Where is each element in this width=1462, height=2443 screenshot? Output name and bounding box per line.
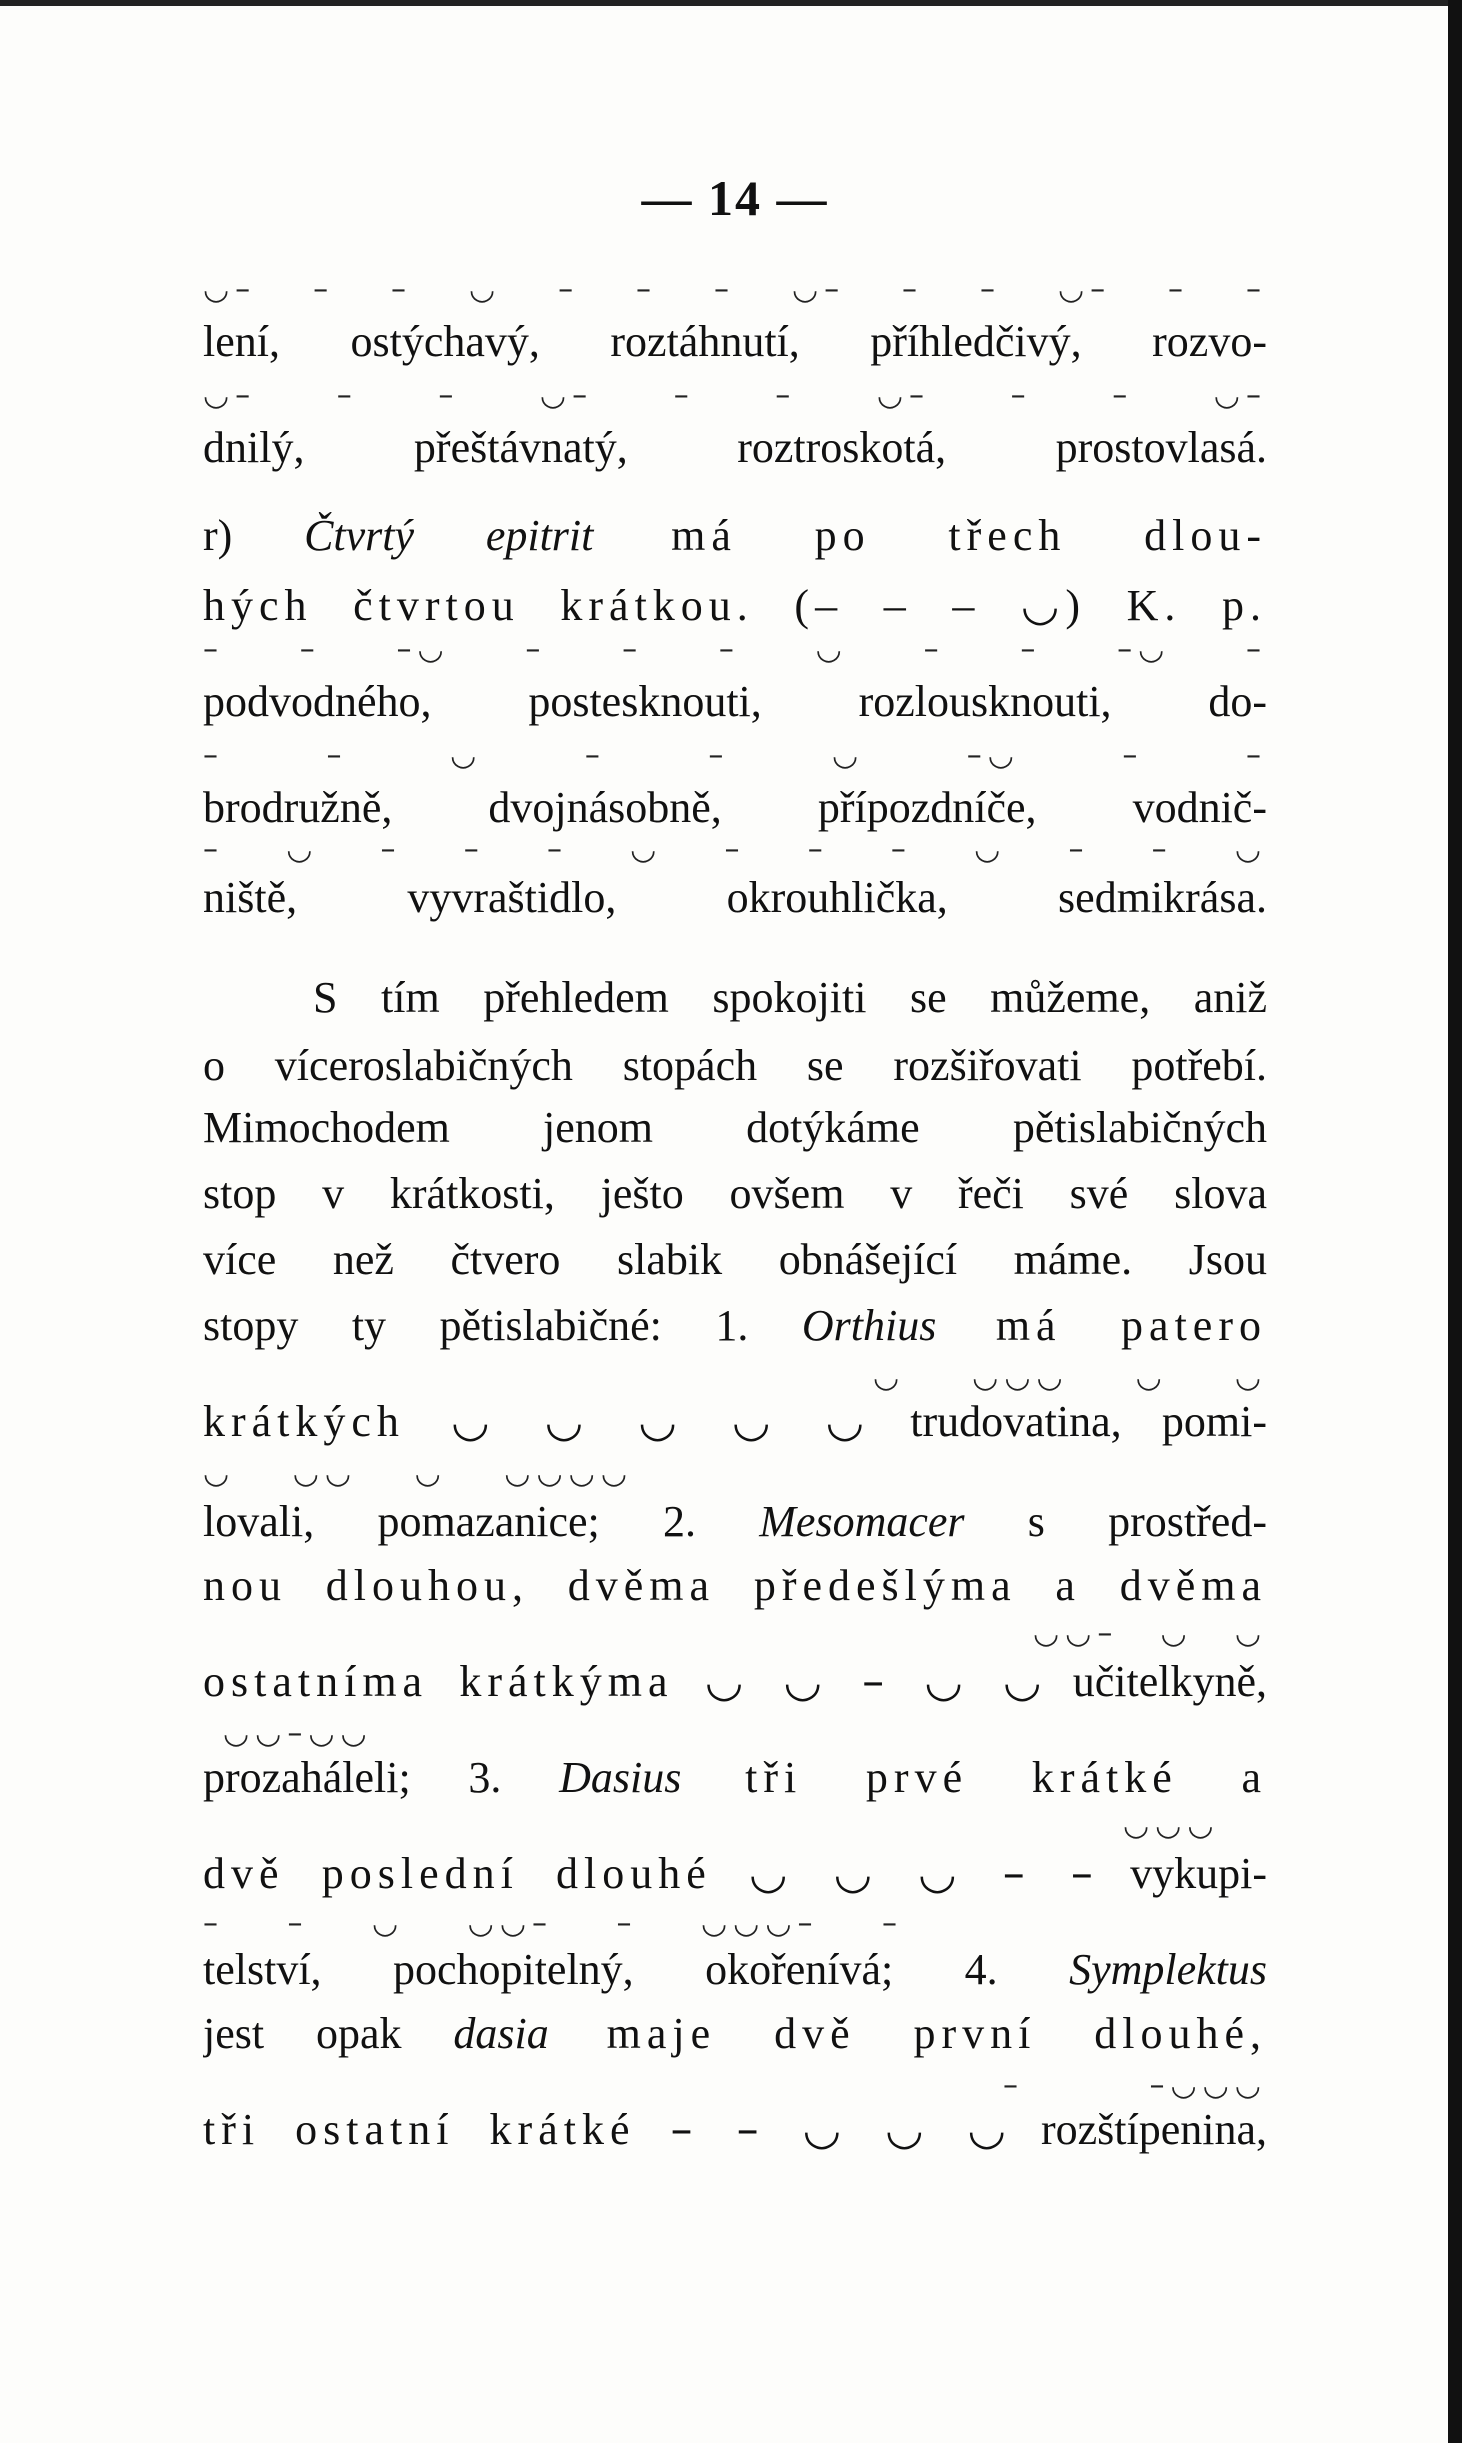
text-line bbox=[203, 2008, 1267, 2061]
text-run: stopy ty pětislabičné: 1. bbox=[203, 1301, 802, 1350]
meter-marks: ◡ ◡ ◡ – – bbox=[748, 1848, 1099, 1899]
text-run: má po třech dlou- bbox=[593, 511, 1267, 560]
term-italic: Mesomacer bbox=[759, 1497, 965, 1546]
text-line: více než čtvero slabik obnášející máme. Jsou bbox=[203, 1235, 1267, 1284]
meter-marks: ◡– – – ◡– – – ◡– – – ◡– bbox=[203, 378, 1267, 413]
meter-marks: – ◡ – – – ◡ – – – ◡ – – ◡ bbox=[203, 832, 1267, 867]
text-line bbox=[203, 1496, 1267, 1549]
text-line: hých čtvrtou krátkou. (– – – ◡) K. p. bbox=[203, 581, 1267, 630]
meter-marks: – – ◡ ◡ ◡ bbox=[670, 2104, 1012, 2155]
text-line: podvodného, postesknouti, rozlousknouti, do- bbox=[203, 677, 1267, 726]
text-line bbox=[203, 1396, 1267, 1449]
text-line bbox=[203, 1300, 1267, 1353]
meter-marks: – – ◡ ◡◡– – ◡◡◡– – bbox=[203, 1906, 903, 1941]
text-run: jest opak bbox=[203, 2009, 454, 2058]
text-run: lovali, pomazanice; 2. bbox=[203, 1497, 760, 1546]
meter-marks: ◡ ◡◡ ◡ ◡◡◡◡ bbox=[203, 1456, 633, 1491]
text-run: dvě poslední dlouhé bbox=[203, 1849, 749, 1898]
term-italic: Orthius bbox=[801, 1301, 937, 1350]
meter-marks: ◡◡◡ bbox=[1123, 1808, 1220, 1843]
text-run: prozaháleli; 3. bbox=[203, 1753, 560, 1802]
text-line: lení, ostýchavý, roztáhnutí, příhledčivý, rozvo- bbox=[203, 317, 1267, 366]
text-line bbox=[203, 1944, 1267, 1997]
text-line bbox=[203, 2104, 1267, 2157]
text-run: maje dvě první dlouhé, bbox=[548, 2009, 1267, 2058]
text-line bbox=[203, 510, 1267, 563]
text-run: ostatníma krátkýma bbox=[203, 1657, 705, 1706]
text-run: r) bbox=[203, 511, 305, 560]
meter-marks: – –◡◡◡ bbox=[1003, 2068, 1267, 2103]
text-run: telství, pochopitelný, okořenívá; 4. bbox=[203, 1945, 1070, 1994]
term-italic: Čtvrtý epitrit bbox=[304, 511, 594, 560]
meter-marks: – – ◡ – – ◡ –◡ – – bbox=[203, 738, 1267, 773]
meter-marks: ◡– – – ◡ – – – ◡– – – ◡– – – bbox=[203, 272, 1267, 307]
meter-marks: – – –◡ – – – ◡ – – –◡ – bbox=[203, 632, 1267, 667]
text-line bbox=[203, 1656, 1267, 1709]
text-line: o víceroslabičných stopách se rozšiřovati potřebí. bbox=[203, 1041, 1267, 1090]
text-line: niště, vyvraštidlo, okrouhlička, sedmikrása. bbox=[203, 873, 1267, 922]
text-line: stop v krátkosti, ješto ovšem v řeči své slova bbox=[203, 1169, 1267, 1218]
scan-edge-top bbox=[0, 0, 1462, 6]
term-italic: Symplektus bbox=[1069, 1945, 1267, 1994]
term-italic: Dasius bbox=[559, 1753, 682, 1802]
text-run: s prostřed- bbox=[964, 1497, 1267, 1546]
text-run: učitelkyně, bbox=[1047, 1657, 1267, 1706]
meter-marks: ◡ ◡ ◡ ◡ ◡ bbox=[451, 1396, 871, 1447]
text-line: brodružně, dvojnásobně, přípozdníče, vodnič- bbox=[203, 783, 1267, 832]
text-run: tři prvé krátké a bbox=[681, 1753, 1267, 1802]
scan-edge-right bbox=[1448, 0, 1462, 2443]
text-line: S tím přehledem spokojiti se můžeme, aniž bbox=[313, 973, 1267, 1022]
meter-marks: ◡◡– ◡ ◡ bbox=[1033, 1616, 1267, 1651]
text-line bbox=[203, 1752, 1267, 1805]
text-run: rozštípenina, bbox=[1011, 2105, 1267, 2154]
meter-marks: ◡◡–◡◡ bbox=[223, 1716, 373, 1751]
text-run: vykupi- bbox=[1098, 1849, 1267, 1898]
text-line: dnilý, přeštávnatý, roztroskotá, prostovlasá. bbox=[203, 423, 1267, 472]
meter-marks: ◡ ◡◡◡ ◡ ◡ bbox=[873, 1360, 1267, 1395]
meter-marks: ◡ ◡ – ◡ ◡ bbox=[704, 1656, 1048, 1707]
text-run: má patero bbox=[936, 1301, 1267, 1350]
text-run: tři ostatní krátké bbox=[203, 2105, 671, 2154]
text-line: nou dlouhou, dvěma předešlýma a dvěma bbox=[203, 1561, 1267, 1610]
term-italic: dasia bbox=[453, 2009, 549, 2058]
text-line: Mimochodem jenom dotýkáme pětislabičných bbox=[203, 1103, 1267, 1152]
page-number: — 14 — bbox=[641, 170, 829, 226]
text-run: trudovatina, pomi- bbox=[870, 1397, 1267, 1446]
text-run: krátkých bbox=[203, 1397, 452, 1446]
text-line bbox=[203, 1848, 1267, 1901]
